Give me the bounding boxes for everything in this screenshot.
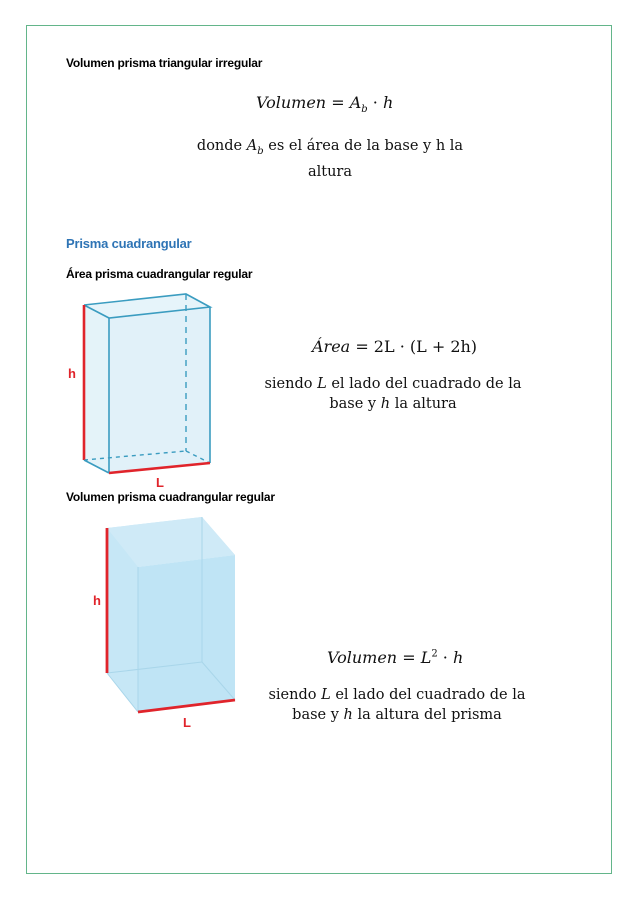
prism-figure-volume <box>90 512 260 732</box>
description-line1 <box>175 136 485 162</box>
prism2-side-label: L <box>183 715 191 730</box>
subheading-volumen-cuadrangular: Volumen prisma cuadrangular regular <box>66 490 275 504</box>
vol-desc-var: L <box>321 687 331 703</box>
area-desc2-post: la altura <box>394 396 457 412</box>
prism1-height-label: h <box>68 366 76 381</box>
vol-formula-dot: · <box>442 648 448 667</box>
vol-formula-var: h <box>452 648 464 667</box>
vol-desc-pre: siendo <box>268 687 317 703</box>
formula-dot: · <box>372 93 378 112</box>
area-desc-post: el lado del cuadrado de la <box>331 376 522 392</box>
area-desc2-pre: base y <box>329 396 377 412</box>
vol-formula-lhs: Volumen <box>327 648 398 667</box>
vol-desc-line2 <box>252 705 542 725</box>
vol-desc2-post: la altura del prisma <box>357 707 502 723</box>
subheading-area-cuadrangular: Área prisma cuadrangular regular <box>66 267 253 281</box>
vol-formula-eq: = <box>402 648 416 667</box>
formula-base: A <box>349 93 362 112</box>
formula-lhs: Volumen <box>256 93 327 112</box>
formula-volumen-triangular <box>256 93 393 115</box>
formula-sub: b <box>361 104 368 116</box>
description-volumen <box>252 685 542 725</box>
area-desc2-var: h <box>380 396 391 412</box>
vol-formula-base: L <box>420 648 432 667</box>
area-formula-rhs: = 2L · (L + 2h) <box>355 337 478 356</box>
formula-var: h <box>382 93 394 112</box>
area-formula-lhs: Área <box>312 337 351 356</box>
vol-desc-line1 <box>252 685 542 705</box>
vol-desc2-pre: base y <box>292 707 339 723</box>
description-triangular <box>175 136 485 182</box>
desc-pre: donde <box>196 138 243 154</box>
prism1-side-label: L <box>156 475 164 490</box>
desc-var: A <box>246 138 258 154</box>
area-desc-var: L <box>317 376 327 392</box>
formula-area-cuadrangular <box>312 337 477 356</box>
area-desc-line2 <box>248 394 538 414</box>
prism-figure-area <box>60 285 220 490</box>
formula-eq: = <box>331 93 345 112</box>
subheading-volumen-triangular: Volumen prisma triangular irregular <box>66 56 263 70</box>
section-title-prisma-cuadrangular: Prisma cuadrangular <box>66 236 192 251</box>
description-area <box>248 374 538 414</box>
vol-formula-exp: 2 <box>431 648 438 660</box>
desc-post: es el área de la base y h la <box>268 138 464 154</box>
area-desc-pre: siendo <box>264 376 313 392</box>
prism2-height-label: h <box>93 593 101 608</box>
vol-desc2-var: h <box>343 707 353 723</box>
description-line2: altura <box>307 163 353 180</box>
formula-volumen-cuadrangular <box>327 648 463 667</box>
desc-sub: b <box>257 145 264 157</box>
vol-desc-post: el lado del cuadrado de la <box>335 687 526 703</box>
area-desc-line1 <box>248 374 538 394</box>
